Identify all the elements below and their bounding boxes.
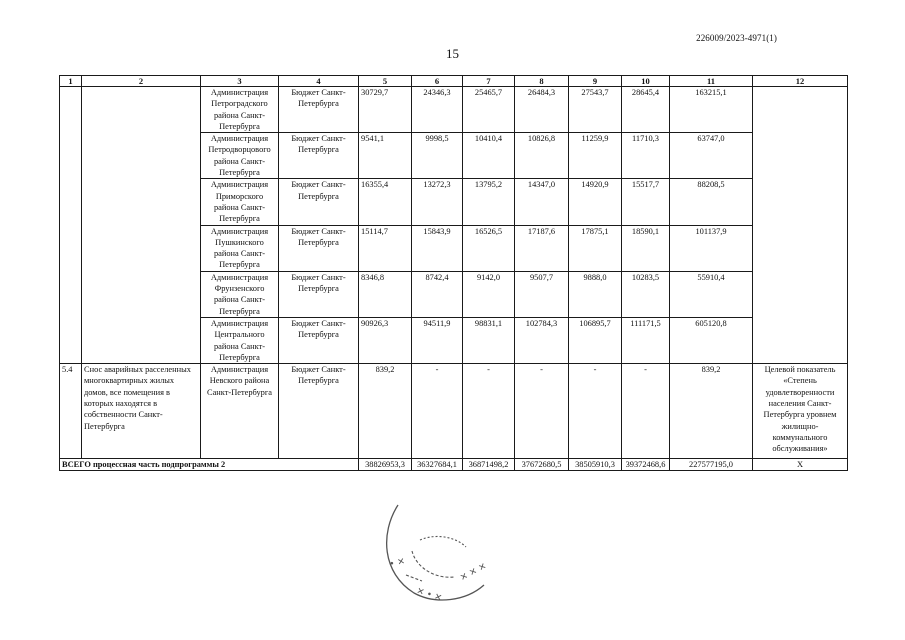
value-cell: 15843,9 — [412, 225, 463, 271]
organization-cell: Администрация Петроградского района Санкт-Петербурга — [201, 87, 279, 133]
value-cell: - — [569, 364, 622, 459]
value-cell: 106895,7 — [569, 317, 622, 363]
column-header: 5 — [359, 76, 412, 87]
table-header — [60, 76, 848, 87]
column-header: 2 — [82, 76, 201, 87]
value-cell: 17875,1 — [569, 225, 622, 271]
row-number-cell: 5.4 — [60, 364, 82, 459]
total-label: ВСЕГО процессная часть подпрограммы 2 — [60, 459, 359, 471]
table-row — [60, 364, 848, 459]
value-cell: - — [622, 364, 670, 459]
total-row — [60, 459, 848, 471]
empty-cell — [60, 87, 82, 364]
funding-source-cell: Бюджет Санкт-Петербурга — [279, 317, 359, 363]
value-cell: 26484,3 — [515, 87, 569, 133]
value-cell: - — [515, 364, 569, 459]
document-reference: 226009/2023-4971(1) — [696, 33, 777, 43]
page-number: 15 — [446, 46, 459, 61]
column-header: 12 — [753, 76, 848, 87]
funding-source-cell: Бюджет Санкт-Петербурга — [279, 364, 359, 459]
budget-table — [59, 75, 848, 471]
empty-cell — [753, 87, 848, 364]
column-header: 4 — [279, 76, 359, 87]
value-cell: 30729,7 — [359, 87, 412, 133]
value-cell: 13795,2 — [463, 179, 515, 225]
value-cell: 37672680,5 — [515, 459, 569, 471]
table-row — [60, 87, 848, 133]
organization-cell: Администрация Центрального района Санкт-Петербурга — [201, 317, 279, 363]
value-cell: 9541,1 — [359, 133, 412, 179]
total-cell: 227577195,0 — [670, 459, 753, 471]
value-cell: 28645,4 — [622, 87, 670, 133]
column-header: 6 — [412, 76, 463, 87]
funding-source-cell: Бюджет Санкт-Петербурга — [279, 87, 359, 133]
value-cell: 15114,7 — [359, 225, 412, 271]
total-cell: 605120,8 — [670, 317, 753, 363]
funding-source-cell: Бюджет Санкт-Петербурга — [279, 271, 359, 317]
value-cell: 15517,7 — [622, 179, 670, 225]
value-cell: 36327684,1 — [412, 459, 463, 471]
svg-text:✕ ✕ ✕: ✕ ✕ ✕ — [458, 561, 489, 584]
organization-cell: Администрация Фрунзенского района Санкт-Петербурга — [201, 271, 279, 317]
column-header: 7 — [463, 76, 515, 87]
value-cell: 39372468,6 — [622, 459, 670, 471]
value-cell: 90926,3 — [359, 317, 412, 363]
value-cell: 13272,3 — [412, 179, 463, 225]
seal-stamp — [376, 493, 506, 608]
value-cell: 9888,0 — [569, 271, 622, 317]
value-cell: - — [463, 364, 515, 459]
value-cell: 25465,7 — [463, 87, 515, 133]
value-cell: 11259,9 — [569, 133, 622, 179]
value-cell: 14347,0 — [515, 179, 569, 225]
total-cell: 163215,1 — [670, 87, 753, 133]
total-cell: 839,2 — [670, 364, 753, 459]
value-cell: 16526,5 — [463, 225, 515, 271]
value-cell: 9998,5 — [412, 133, 463, 179]
column-header: 1 — [60, 76, 82, 87]
value-cell: 111171,5 — [622, 317, 670, 363]
total-cell: 55910,4 — [670, 271, 753, 317]
value-cell: 839,2 — [359, 364, 412, 459]
value-cell: 102784,3 — [515, 317, 569, 363]
column-header: 11 — [670, 76, 753, 87]
svg-text:• ✕: • ✕ — [388, 556, 406, 570]
value-cell: - — [412, 364, 463, 459]
value-cell: 17187,6 — [515, 225, 569, 271]
value-cell: 10283,5 — [622, 271, 670, 317]
value-cell: 10410,4 — [463, 133, 515, 179]
column-header: 9 — [569, 76, 622, 87]
empty-cell — [82, 87, 201, 364]
total-cell: 101137,9 — [670, 225, 753, 271]
svg-text:✕ • ✕: ✕ • ✕ — [415, 586, 444, 604]
value-cell: 11710,3 — [622, 133, 670, 179]
activity-name-cell: Снос аварийных расселенных многоквартирных жилых домов, все помещения в которых находятся в собственности Санкт-Петербурга — [82, 364, 201, 459]
funding-source-cell: Бюджет Санкт-Петербурга — [279, 179, 359, 225]
value-cell: 8742,4 — [412, 271, 463, 317]
value-cell: 9142,0 — [463, 271, 515, 317]
value-cell: 94511,9 — [412, 317, 463, 363]
value-cell: 38826953,3 — [359, 459, 412, 471]
value-cell: 27543,7 — [569, 87, 622, 133]
indicator-cell: Целевой показатель «Степень удовлетворенности населения Санкт-Петербурга уровнем жилищно-коммунального обслуживания» — [753, 364, 848, 459]
column-header: 3 — [201, 76, 279, 87]
value-cell: 9507,7 — [515, 271, 569, 317]
funding-source-cell: Бюджет Санкт-Петербурга — [279, 133, 359, 179]
value-cell: 14920,9 — [569, 179, 622, 225]
value-cell: 36871498,2 — [463, 459, 515, 471]
organization-cell: Администрация Невского района Санкт-Петербурга — [201, 364, 279, 459]
value-cell: 8346,8 — [359, 271, 412, 317]
organization-cell: Администрация Петродворцового района Санкт-Петербурга — [201, 133, 279, 179]
total-cell: 63747,0 — [670, 133, 753, 179]
total-cell: 88208,5 — [670, 179, 753, 225]
column-header: 8 — [515, 76, 569, 87]
value-cell: 38505910,3 — [569, 459, 622, 471]
value-cell: 98831,1 — [463, 317, 515, 363]
value-cell: 18590,1 — [622, 225, 670, 271]
organization-cell: Администрация Приморского района Санкт-Петербурга — [201, 179, 279, 225]
funding-source-cell: Бюджет Санкт-Петербурга — [279, 225, 359, 271]
column-header: 10 — [622, 76, 670, 87]
indicator-cell: Х — [753, 459, 848, 471]
value-cell: 24346,3 — [412, 87, 463, 133]
value-cell: 16355,4 — [359, 179, 412, 225]
value-cell: 10826,8 — [515, 133, 569, 179]
organization-cell: Администрация Пушкинского района Санкт-Петербурга — [201, 225, 279, 271]
